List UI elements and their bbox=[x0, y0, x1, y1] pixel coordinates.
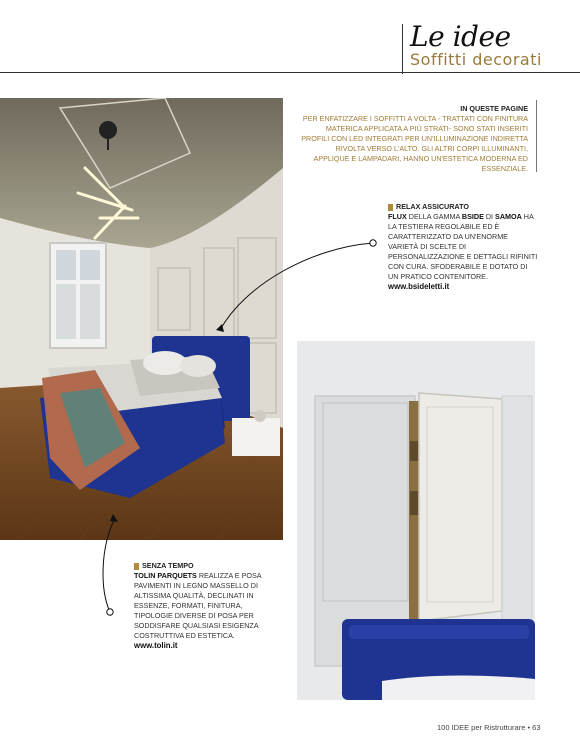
callout-relax-body: FLUX DELLA GAMMA BSIDE DI SAMOA HA LA TESTIERA REGOLABILE ED È CARATTERIZZATO DA UN'ENORME VARIETÀ DI SCELTE DI PERSONALIZZAZIONE E DETTAGLI RIFINITI CON CURA. SFODERABILE E DOTATO DI UN PRATICO CONTENITORE. bbox=[388, 212, 538, 281]
callout-relax-url[interactable]: www.bsideletti.it bbox=[388, 282, 450, 291]
callout-senza bbox=[134, 561, 264, 651]
callout-senza-body: TOLIN PARQUETS REALIZZA E POSA PAVIMENTI IN LEGNO MASSELLO DI ALTISSIMA QUALITÀ, DECLINATI IN ESSENZE, FORMATI, FINITURA, TIPOLOGIE DIVERSE DI POSA PER SODDISFARE QUALSIASI ESIGENZA COSTRUTTIVA ED ESTETICA. bbox=[134, 571, 262, 640]
intro-rule bbox=[536, 100, 537, 172]
header-divider-horizontal bbox=[0, 72, 580, 73]
header-divider-vertical bbox=[402, 24, 403, 74]
leader-dot-relax bbox=[370, 240, 376, 246]
section-subtitle: Soffitti decorati bbox=[410, 50, 542, 69]
wardrobe-photo bbox=[297, 341, 535, 700]
gold-square-icon bbox=[388, 204, 393, 211]
callout-senza-tag: SENZA TEMPO bbox=[134, 561, 264, 571]
leader-dot-senza bbox=[107, 609, 113, 615]
bedroom-photo bbox=[0, 98, 283, 540]
gold-square-icon bbox=[134, 563, 139, 570]
intro-body: PER ENFATIZZARE I SOFFITTI A VOLTA - TRATTATI CON FINITURA MATERICA APPLICATA A PIÙ STRATI- SONO STATI INSERITI PROFILI CON LED INTEGRATI PER UN'ILLUMINAZIONE INDIRETTA RIVOLTA VERSO L'ALTO. GLI ALTRI CORPI ILLUMINANTI, APPLIQUE E LAMPADARI, HANNO UN'ESTETICA MODERNA ED ESSENZIALE. bbox=[301, 114, 528, 173]
intro-lead: IN QUESTE PAGINE bbox=[460, 104, 528, 113]
bedroom-illustration bbox=[0, 98, 283, 540]
intro-text bbox=[300, 104, 528, 174]
callout-senza-url[interactable]: www.tolin.it bbox=[134, 641, 178, 650]
section-title: Le idee bbox=[410, 20, 511, 53]
wardrobe-illustration bbox=[297, 341, 535, 700]
callout-relax-tag: RELAX ASSICURATO bbox=[388, 202, 538, 212]
page-footer: 100 IDEE per Ristrutturare • 63 bbox=[437, 723, 541, 732]
callout-relax bbox=[388, 202, 538, 292]
